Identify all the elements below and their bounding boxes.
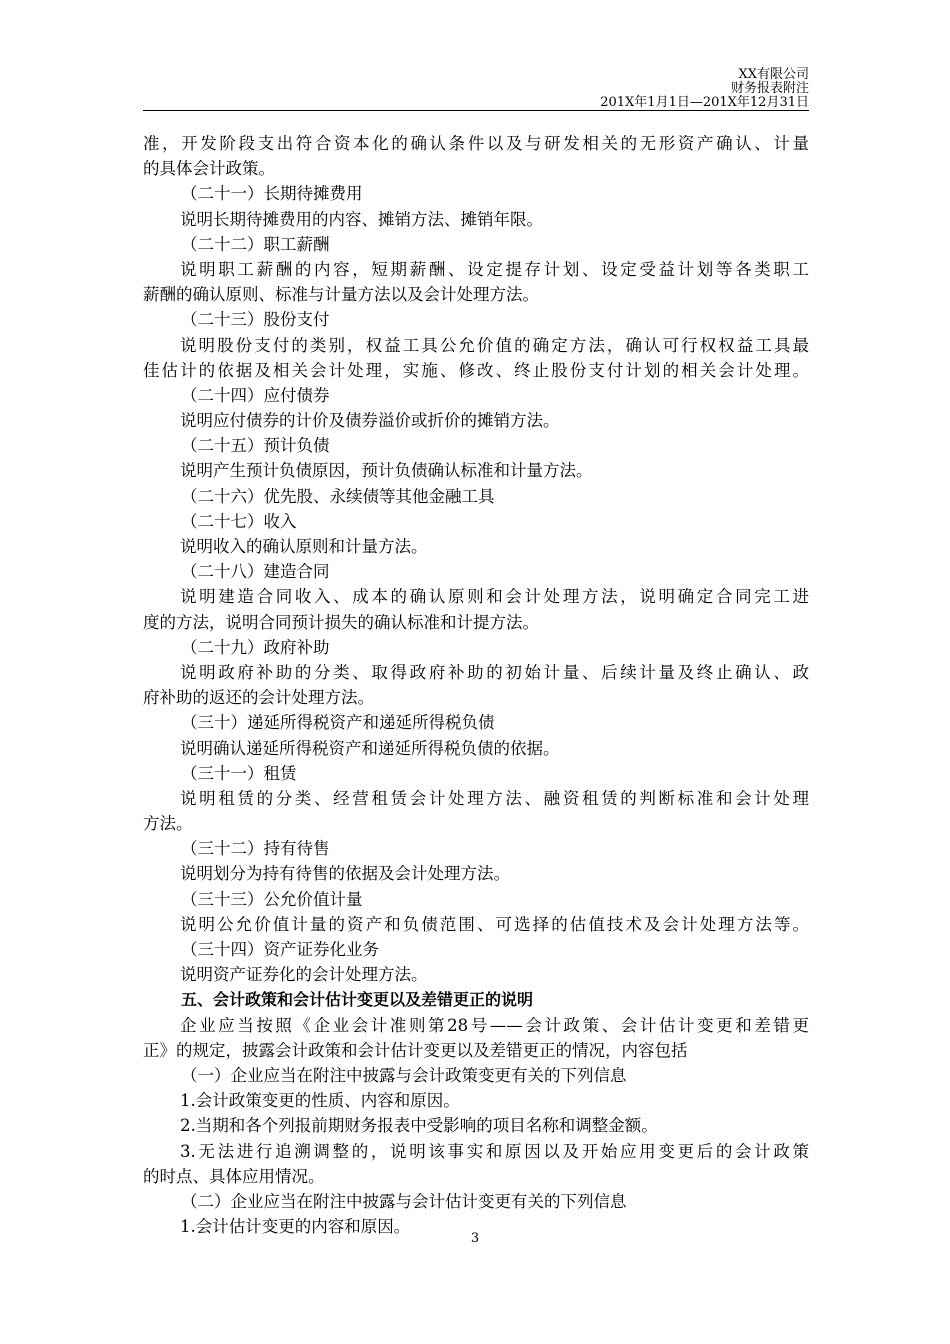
page-header (143, 68, 809, 110)
paragraph-line: 3.无法进行追溯调整的，说明该事实和原因以及开始应用变更后的会计政策 (180, 1141, 809, 1161)
header-period: 201X年1月1日—201X年12月31日 (600, 95, 809, 110)
section-heading: （二十七）收入 (181, 511, 297, 531)
paragraph-line: 方法。 (143, 814, 193, 834)
header-divider (143, 110, 809, 111)
section-heading: （二十九）政府补助 (181, 637, 330, 657)
section-heading: （三十二）持有待售 (181, 839, 330, 859)
document-body (143, 131, 809, 1239)
paragraph-line: 佳估计的依据及相关会计处理，实施、修改、终止股份支付计划的相关会计处理。 (143, 360, 809, 380)
section-heading: （二十一）长期待摊费用 (181, 184, 363, 204)
paragraph-line: 2.当期和各个列报前期财务报表中受影响的项目名称和调整金额。 (180, 1116, 658, 1136)
header-company: XX有限公司 (738, 67, 809, 82)
paragraph-line: 说明政府补助的分类、取得政府补助的初始计量、后续计量及终止确认、政 (180, 662, 809, 682)
section-heading: （二十五）预计负债 (181, 436, 330, 456)
header-doc-title: 财务报表附注 (730, 81, 809, 96)
paragraph-line: 说明收入的确认原则和计量方法。 (180, 537, 428, 556)
paragraph-line: 说明产生预计负债原因，预计负债确认标准和计量方法。 (180, 461, 593, 481)
paragraph-line: 企业应当按照《企业会计准则第28号——会计政策、会计估计变更和差错更 (180, 1015, 809, 1035)
paragraph-line: 的具体会计政策。 (143, 159, 275, 179)
paragraph-line: 说明资产证券化的会计处理方法。 (180, 965, 428, 985)
section-heading: （一）企业应当在附注中披露与会计政策变更有关的下列信息 (181, 1065, 627, 1085)
section-heading: （二十六）优先股、永续债等其他金融工具 (181, 486, 495, 506)
paragraph-line: 准，开发阶段支出符合资本化的确认条件以及与研发相关的无形资产确认、计量 (143, 134, 809, 153)
paragraph-line: 说明长期待摊费用的内容、摊销方法、摊销年限。 (180, 209, 543, 229)
paragraph-line: 府补助的返还的会计处理方法。 (143, 688, 374, 708)
section-heading: （二十四）应付债券 (181, 385, 330, 405)
paragraph-line: 度的方法，说明合同预计损失的确认标准和计提方法。 (143, 612, 539, 632)
paragraph-line: 薪酬的确认原则、标准与计量方法以及会计处理方法。 (143, 285, 539, 305)
section-heading: （三十三）公允价值计量 (181, 889, 363, 909)
section-heading: （二十三）股份支付 (181, 310, 330, 330)
page-number: 3 (470, 1231, 480, 1246)
section-heading: （三十一）租赁 (181, 763, 297, 783)
paragraph-line: 1.会计估计变更的内容和原因。 (180, 1217, 411, 1237)
paragraph-line: 说明确认递延所得税资产和递延所得税负债的依据。 (180, 738, 560, 758)
section-heading: （三十）递延所得税资产和递延所得税负债 (181, 713, 495, 733)
paragraph-line: 说明租赁的分类、经营租赁会计处理方法、融资租赁的判断标准和会计处理 (180, 788, 809, 808)
paragraph-line: 说明公允价值计量的资产和负债范围、可选择的估值技术及会计处理方法等。 (180, 914, 809, 934)
section-heading: （二十二）职工薪酬 (181, 234, 330, 254)
section-heading: （三十四）资产证券化业务 (181, 940, 379, 959)
chapter-heading: 五、会计政策和会计估计变更以及差错更正的说明 (181, 990, 534, 1010)
paragraph-line: 说明职工薪酬的内容，短期薪酬、设定提存计划、设定受益计划等各类职工 (180, 259, 809, 279)
section-heading: （二十八）建造合同 (181, 562, 330, 582)
paragraph-line: 的时点、具体应用情况。 (143, 1166, 325, 1186)
paragraph-line: 说明应付债券的计价及债券溢价或折价的摊销方法。 (180, 411, 560, 431)
paragraph-line: 说明股份支付的类别，权益工具公允价值的确定方法，确认可行权权益工具最 (180, 335, 809, 355)
paragraph-line: 说明划分为持有待售的依据及会计处理方法。 (180, 864, 510, 884)
paragraph-line: 正》的规定，披露会计政策和会计估计变更以及差错更正的情况，内容包括 (143, 1040, 688, 1060)
paragraph-line: 说明建造合同收入、成本的确认原则和会计处理方法，说明确定合同完工进 (180, 587, 809, 607)
section-heading: （二）企业应当在附注中披露与会计估计变更有关的下列信息 (181, 1191, 627, 1211)
paragraph-line: 1.会计政策变更的性质、内容和原因。 (180, 1091, 460, 1111)
